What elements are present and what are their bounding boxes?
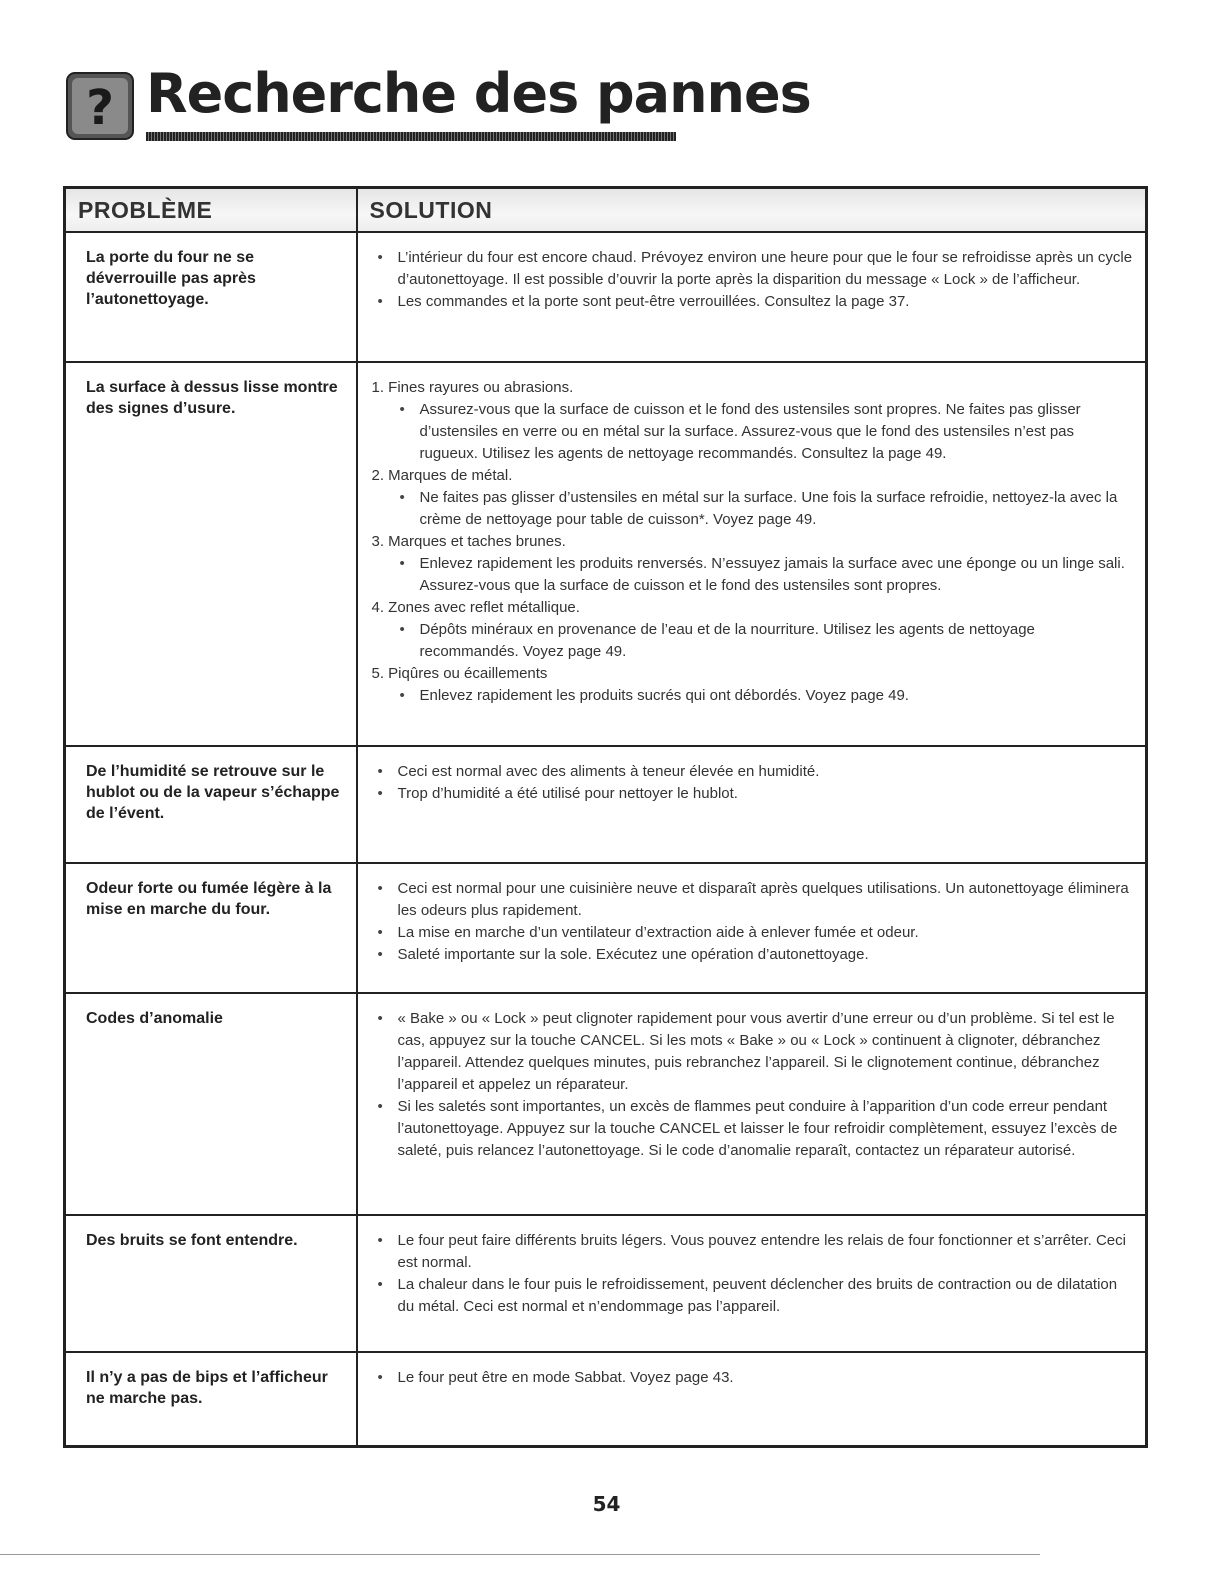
table-row — [65, 746, 1147, 863]
solution-item: • Les commandes et la porte sont peut-être verrouillées. Consultez la page 37. — [372, 291, 1136, 313]
numbered-item-title: 4. Zones avec reflet métallique. — [371, 599, 580, 616]
page-header — [66, 62, 811, 146]
solution-list — [372, 1367, 1136, 1389]
problem-cell: Des bruits se font entendre. — [65, 1215, 357, 1352]
solution-cell — [357, 232, 1147, 362]
sub-list — [372, 487, 1136, 531]
solution-item: • La chaleur dans le four puis le refroidissement, peuvent déclencher des bruits de contraction ou de dilatation du métal. Ceci est normal et n’endommage pas l’appareil. — [372, 1274, 1136, 1318]
solution-item: • Ne faites pas glisser d’ustensiles en métal sur la surface. Une fois la surface refroidie, nettoyez-la avec la crème de nettoyage pour table de cuisson*. Voyez page 49. — [372, 487, 1136, 531]
numbered-item-title: 1. Fines rayures ou abrasions. — [371, 379, 574, 396]
bottom-rule — [0, 1554, 1040, 1555]
solution-item: • Dépôts minéraux en provenance de l’eau et de la nourriture. Utilisez les agents de nettoyage recommandés. Voyez page 49. — [372, 619, 1136, 663]
svg-text:?: ? — [86, 80, 114, 136]
solution-item: • Enlevez rapidement les produits sucrés qui ont débordés. Voyez page 49. — [372, 685, 1136, 707]
numbered-item — [372, 377, 1136, 465]
table-row — [65, 1352, 1147, 1446]
problem-cell: Il n’y a pas de bips et l’afficheur ne marche pas. — [65, 1352, 357, 1446]
solution-list — [372, 761, 1136, 805]
sub-list — [372, 399, 1136, 465]
table-header-row — [65, 188, 1147, 233]
solution-cell — [357, 1215, 1147, 1352]
numbered-item-title: 3. Marques et taches brunes. — [371, 533, 566, 550]
solution-item: • Le four peut être en mode Sabbat. Voyez page 43. — [372, 1367, 1136, 1389]
problem-cell: De l’humidité se retrouve sur le hublot ou de la vapeur s’échappe de l’évent. — [65, 746, 357, 863]
solution-item: • La mise en marche d’un ventilateur d’extraction aide à enlever fumée et odeur. — [372, 922, 1136, 944]
solution-item: • Ceci est normal avec des aliments à teneur élevée en humidité. — [372, 761, 1136, 783]
solution-cell — [357, 863, 1147, 993]
column-header-problem: PROBLÈME — [65, 188, 357, 233]
sub-list — [372, 619, 1136, 663]
solution-list — [372, 878, 1136, 966]
solution-item: • Le four peut faire différents bruits légers. Vous pouvez entendre les relais de four fonctionner et s’arrêter. Ceci est normal. — [372, 1230, 1136, 1274]
problem-cell: Odeur forte ou fumée légère à la mise en marche du four. — [65, 863, 357, 993]
solution-list — [372, 247, 1136, 313]
numbered-item — [372, 531, 1136, 597]
page-number: 54 — [592, 1492, 621, 1516]
numbered-item — [372, 663, 1136, 707]
table-row — [65, 993, 1147, 1215]
problem-cell: Codes d’anomalie — [65, 993, 357, 1215]
numbered-item — [372, 597, 1136, 663]
table-row — [65, 1215, 1147, 1352]
column-header-solution: SOLUTION — [357, 188, 1147, 233]
title-underline — [146, 132, 676, 141]
solution-cell — [357, 1352, 1147, 1446]
sub-list — [372, 685, 1136, 707]
page-title: Recherche des pannes — [146, 62, 811, 125]
numbered-item-title: 2. Marques de métal. — [371, 467, 513, 484]
solution-item: • Si les saletés sont importantes, un excès de flammes peut conduire à l’apparition d’un code erreur pendant l’autonettoyage. Appuyez sur la touche CANCEL et laisser le four refroidir complètement, essuyez l’excès de saleté, puis relancez l’autonettoyage. Si le code d’anomalie reparaît, contactez un réparateur autorisé. — [372, 1096, 1136, 1162]
table-row — [65, 362, 1147, 746]
solution-list — [372, 1230, 1136, 1318]
solution-item: • L’intérieur du four est encore chaud. Prévoyez environ une heure pour que le four se refroidisse après un cycle d’autonettoyage. Il est possible d’ouvrir la porte après la disparition du message « Lock » de l’afficheur. — [372, 247, 1136, 291]
solution-cell — [357, 993, 1147, 1215]
solution-item: • « Bake » ou « Lock » peut clignoter rapidement pour vous avertir d’une erreur ou d’un problème. Si tel est le cas, appuyez sur la touche CANCEL. Si les mots « Bake » ou « Lock » continuent à clignoter, débranchez l’appareil. Attendez quelques minutes, puis rebranchez l’appareil. Si le clignotement continue, débranchez l’appareil et appelez un réparateur. — [372, 1008, 1136, 1096]
numbered-list — [372, 377, 1136, 707]
solution-item: • Ceci est normal pour une cuisinière neuve et disparaît après quelques utilisations. Un autonettoyage éliminera les odeurs plus rapidement. — [372, 878, 1136, 922]
table-row — [65, 232, 1147, 362]
numbered-item — [372, 465, 1136, 531]
solution-item: • Enlevez rapidement les produits renversés. N’essuyez jamais la surface avec une éponge ou un linge sali. Assurez-vous que la surface de cuisson et le fond des ustensiles sont propres. — [372, 553, 1136, 597]
solution-cell — [357, 362, 1147, 746]
problem-cell: La porte du four ne se déverrouille pas après l’autonettoyage. — [65, 232, 357, 362]
sub-list — [372, 553, 1136, 597]
solution-list — [372, 1008, 1136, 1162]
question-icon — [66, 72, 134, 140]
troubleshooting-table — [63, 186, 1148, 1448]
solution-item: • Saleté importante sur la sole. Exécutez une opération d’autonettoyage. — [372, 944, 1136, 966]
problem-cell: La surface à dessus lisse montre des signes d’usure. — [65, 362, 357, 746]
solution-item: • Trop d’humidité a été utilisé pour nettoyer le hublot. — [372, 783, 1136, 805]
table-row — [65, 863, 1147, 993]
solution-cell — [357, 746, 1147, 863]
solution-item: • Assurez-vous que la surface de cuisson et le fond des ustensiles sont propres. Ne faites pas glisser d’ustensiles en verre ou en métal sur la surface. Assurez-vous que le fond des ustensiles n’est pas rugueux. Utilisez les agents de nettoyage recommandés. Consultez la page 49. — [372, 399, 1136, 465]
numbered-item-title: 5. Piqûres ou écaillements — [371, 665, 548, 682]
